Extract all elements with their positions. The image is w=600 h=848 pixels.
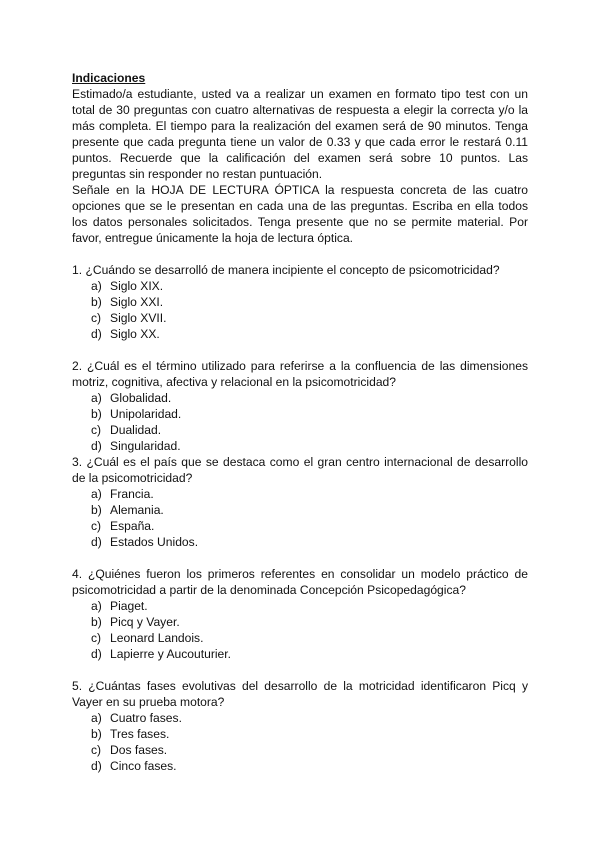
option-letter: c) bbox=[91, 631, 102, 645]
option-letter: d) bbox=[91, 647, 102, 661]
option-text: Dos fases. bbox=[110, 743, 168, 757]
question-text: 1. ¿Cuándo se desarrolló de manera incipiente el concepto de psicomotricidad? bbox=[72, 263, 500, 277]
option-text: Piaget. bbox=[110, 599, 148, 613]
question-text: 3. ¿Cuál es el país que se destaca como el gran centro internacional de desarrollo de la psicomotricidad? bbox=[72, 455, 528, 485]
option-letter: c) bbox=[91, 423, 102, 437]
option-letter: d) bbox=[91, 439, 102, 453]
option-text: Cuatro fases. bbox=[110, 711, 182, 725]
option-item bbox=[72, 726, 528, 742]
option-item bbox=[72, 294, 528, 310]
spacer bbox=[72, 342, 528, 358]
question-2 bbox=[72, 358, 528, 454]
option-item bbox=[72, 310, 528, 326]
question-3 bbox=[72, 454, 528, 550]
options-list bbox=[72, 598, 528, 662]
option-item bbox=[72, 326, 528, 342]
option-text: Lapierre y Aucouturier. bbox=[110, 647, 232, 661]
page-heading: Indicaciones bbox=[72, 71, 146, 85]
option-text: Estados Unidos. bbox=[110, 535, 199, 549]
option-item bbox=[72, 758, 528, 774]
options-list bbox=[72, 486, 528, 550]
option-item bbox=[72, 406, 528, 422]
option-text: Dualidad. bbox=[110, 423, 162, 437]
option-text: Leonard Landois. bbox=[110, 631, 204, 645]
question-4 bbox=[72, 566, 528, 662]
option-letter: b) bbox=[91, 503, 102, 517]
option-item bbox=[72, 486, 528, 502]
options-list bbox=[72, 278, 528, 342]
option-item bbox=[72, 502, 528, 518]
option-item bbox=[72, 598, 528, 614]
option-text: Unipolaridad. bbox=[110, 407, 182, 421]
option-text: España. bbox=[110, 519, 155, 533]
question-5 bbox=[72, 678, 528, 774]
option-letter: c) bbox=[91, 743, 102, 757]
option-letter: a) bbox=[91, 279, 102, 293]
instructions-paragraph-2: Señale en la HOJA DE LECTURA ÓPTICA la respuesta concreta de las cuatro opciones que se le presentan en cada una de las preguntas. Escriba en ella todos los datos personales solicitados. Tenga presente que no se permite material. Por favor, entregue únicamente la hoja de lectura óptica. bbox=[72, 183, 528, 245]
exam-page bbox=[72, 70, 528, 774]
question-1 bbox=[72, 262, 528, 342]
option-letter: a) bbox=[91, 487, 102, 501]
spacer bbox=[72, 662, 528, 678]
option-letter: d) bbox=[91, 327, 102, 341]
option-item bbox=[72, 518, 528, 534]
question-text: 2. ¿Cuál es el término utilizado para referirse a la confluencia de las dimensiones motriz, cognitiva, afectiva y relacional en la psicomotricidad? bbox=[72, 359, 528, 389]
option-letter: b) bbox=[91, 727, 102, 741]
option-item bbox=[72, 534, 528, 550]
option-text: Tres fases. bbox=[110, 727, 170, 741]
option-letter: d) bbox=[91, 759, 102, 773]
option-item bbox=[72, 278, 528, 294]
option-text: Siglo XIX. bbox=[110, 279, 164, 293]
option-letter: c) bbox=[91, 311, 102, 325]
spacer bbox=[72, 550, 528, 566]
option-item bbox=[72, 438, 528, 454]
option-item bbox=[72, 742, 528, 758]
option-text: Globalidad. bbox=[110, 391, 172, 405]
options-list bbox=[72, 390, 528, 454]
option-letter: b) bbox=[91, 615, 102, 629]
option-item bbox=[72, 710, 528, 726]
option-text: Singularidad. bbox=[110, 439, 181, 453]
option-letter: b) bbox=[91, 407, 102, 421]
option-text: Alemania. bbox=[110, 503, 164, 517]
question-text: 5. ¿Cuántas fases evolutivas del desarrollo de la motricidad identificaron Picq y Vayer en su prueba motora? bbox=[72, 679, 528, 709]
option-letter: a) bbox=[91, 711, 102, 725]
option-text: Cinco fases. bbox=[110, 759, 177, 773]
option-letter: a) bbox=[91, 599, 102, 613]
option-text: Siglo XXI. bbox=[110, 295, 164, 309]
question-text: 4. ¿Quiénes fueron los primeros referentes en consolidar un modelo práctico de psicomotricidad a partir de la denominada Concepción Psicopedagógica? bbox=[72, 567, 528, 597]
option-text: Francia. bbox=[110, 487, 154, 501]
option-letter: a) bbox=[91, 391, 102, 405]
option-item bbox=[72, 422, 528, 438]
option-text: Siglo XX. bbox=[110, 327, 160, 341]
options-list bbox=[72, 710, 528, 774]
option-letter: c) bbox=[91, 519, 102, 533]
option-letter: b) bbox=[91, 295, 102, 309]
option-item bbox=[72, 614, 528, 630]
option-text: Siglo XVII. bbox=[110, 311, 167, 325]
option-item bbox=[72, 630, 528, 646]
option-text: Picq y Vayer. bbox=[110, 615, 180, 629]
spacer bbox=[72, 246, 528, 262]
option-item bbox=[72, 390, 528, 406]
option-letter: d) bbox=[91, 535, 102, 549]
option-item bbox=[72, 646, 528, 662]
instructions-paragraph-1: Estimado/a estudiante, usted va a realizar un examen en formato tipo test con un total de 30 preguntas con cuatro alternativas de respuesta a elegir la correcta y/o la más completa. El tiempo para la realización del examen será de 90 minutos. Tenga presente que cada pregunta tiene un valor de 0.33 y que cada error le restará 0.11 puntos. Recuerde que la calificación del examen será sobre 10 puntos. Las preguntas sin responder no restan puntuación. bbox=[72, 87, 528, 181]
